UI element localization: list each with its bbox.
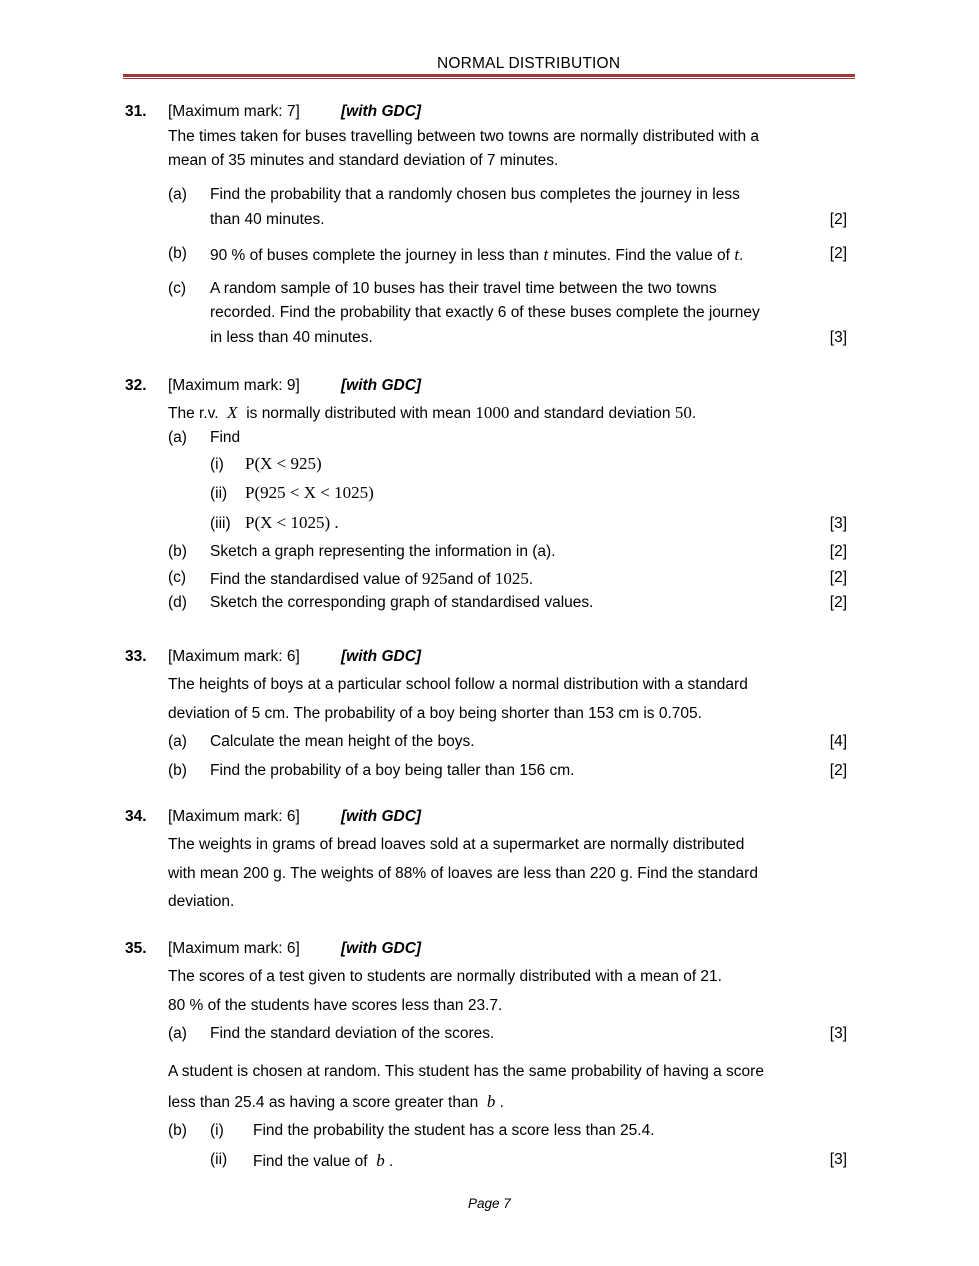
text-segment: .	[691, 405, 697, 422]
math-variable: b	[486, 1092, 496, 1111]
part-text: Find	[210, 429, 241, 446]
mark-value: [3]	[829, 329, 847, 346]
question-text	[168, 1092, 504, 1112]
part-text: Find the probability the student has a score less than 25.4.	[253, 1122, 655, 1139]
math-expression: P(X < 1025) .	[245, 513, 339, 532]
text-segment: is normally distributed with mean	[246, 405, 472, 422]
header-rule	[123, 74, 855, 77]
question-text: mean of 35 minutes and standard deviation of 7 minutes.	[168, 152, 559, 169]
part-text: Calculate the mean height of the boys.	[210, 733, 475, 750]
subpart-label: (iii)	[210, 515, 231, 532]
max-mark: [Maximum mark: 7]	[168, 103, 300, 120]
part-text	[253, 1151, 393, 1171]
mark-value: [2]	[829, 569, 847, 586]
question-number: 35.	[125, 940, 147, 957]
question-text: The heights of boys at a particular school follow a normal distribution with a standard	[168, 676, 748, 693]
text-segment: less than 25.4 as having a score greater than	[168, 1094, 479, 1111]
part-label: (d)	[168, 594, 187, 611]
math-value: 1025	[494, 569, 529, 588]
part-text: recorded. Find the probability that exactly 6 of these buses complete the journey	[210, 304, 760, 321]
max-mark: [Maximum mark: 9]	[168, 377, 300, 394]
subpart-label: (ii)	[210, 485, 228, 502]
question-text: The times taken for buses travelling between two towns are normally distributed with a	[168, 128, 760, 145]
part-label: (c)	[168, 280, 187, 297]
subpart-label: (i)	[210, 456, 224, 473]
gdc-tag: [with GDC]	[341, 940, 422, 957]
part-text: in less than 40 minutes.	[210, 329, 373, 346]
question-number: 31.	[125, 103, 147, 120]
subpart-label: (ii)	[210, 1151, 228, 1168]
page-header-title: NORMAL DISTRIBUTION	[437, 55, 621, 72]
gdc-tag: [with GDC]	[341, 377, 422, 394]
part-text	[210, 569, 533, 589]
math-expression: P(925 < X < 1025)	[245, 483, 374, 502]
question-text: 80 % of the students have scores less than 23.7.	[168, 997, 503, 1014]
text-segment: and standard deviation	[513, 405, 671, 422]
mark-value: [3]	[829, 1151, 847, 1168]
mark-value: [3]	[829, 515, 847, 532]
part-label: (b)	[168, 245, 187, 262]
max-mark: [Maximum mark: 6]	[168, 808, 300, 825]
question-text: A student is chosen at random. This student has the same probability of having a score	[168, 1063, 764, 1080]
part-text: than 40 minutes.	[210, 211, 325, 228]
text-segment: Find the standardised value of	[210, 571, 418, 588]
math-variable: t	[543, 245, 549, 264]
part-label: (b)	[168, 543, 187, 560]
math-expression: P(X < 925)	[245, 454, 322, 473]
part-label: (b)	[168, 1122, 187, 1139]
max-mark: [Maximum mark: 6]	[168, 940, 300, 957]
mark-value: [2]	[829, 594, 847, 611]
mark-value: [4]	[829, 733, 847, 750]
text-segment: and of	[447, 571, 491, 588]
math-value: 925	[421, 569, 448, 588]
question-number: 32.	[125, 377, 147, 394]
part-label: (b)	[168, 762, 187, 779]
text-segment: The r.v.	[168, 405, 219, 422]
part-text: Find the standard deviation of the scores.	[210, 1025, 495, 1042]
mark-value: [2]	[829, 543, 847, 560]
mark-value: [2]	[829, 211, 847, 228]
subpart-label: (i)	[210, 1122, 224, 1139]
max-mark: [Maximum mark: 6]	[168, 648, 300, 665]
question-number: 34.	[125, 808, 147, 825]
gdc-tag: [with GDC]	[341, 103, 422, 120]
mark-value: [3]	[829, 1025, 847, 1042]
part-label: (a)	[168, 429, 187, 446]
gdc-tag: [with GDC]	[341, 648, 422, 665]
question-text: The scores of a test given to students are normally distributed with a mean of 21.	[168, 968, 722, 985]
mark-value: [2]	[829, 762, 847, 779]
gdc-tag: [with GDC]	[341, 808, 422, 825]
math-variable: b	[376, 1151, 385, 1170]
math-variable: t	[734, 245, 740, 264]
text-segment: .	[389, 1153, 394, 1170]
question-text: deviation.	[168, 893, 235, 910]
part-label: (a)	[168, 733, 187, 750]
question-text	[168, 403, 696, 423]
text-segment: minutes. Find the value of	[552, 247, 730, 264]
mark-value: [2]	[829, 245, 847, 262]
question-text: The weights in grams of bread loaves sold at a supermarket are normally distributed	[168, 836, 745, 853]
part-label: (a)	[168, 1025, 187, 1042]
text-segment: .	[528, 571, 534, 588]
part-label: (a)	[168, 186, 187, 203]
part-text: Sketch the corresponding graph of standardised values.	[210, 594, 594, 611]
math-variable: X	[227, 403, 238, 422]
math-value: 1000	[475, 403, 510, 422]
question-text: deviation of 5 cm. The probability of a boy being shorter than 153 cm is 0.705.	[168, 705, 702, 722]
text-segment: 90 % of buses complete the journey in less than	[210, 247, 540, 264]
part-text: A random sample of 10 buses has their travel time between the two towns	[210, 280, 717, 297]
part-text: Sketch a graph representing the information in (a).	[210, 543, 556, 560]
text-segment: .	[739, 247, 744, 264]
part-text: Find the probability of a boy being taller than 156 cm.	[210, 762, 575, 779]
part-text	[210, 245, 743, 265]
part-text: Find the probability that a randomly chosen bus completes the journey in less	[210, 186, 740, 203]
question-number: 33.	[125, 648, 147, 665]
math-value: 50	[674, 403, 692, 422]
question-text: with mean 200 g. The weights of 88% of loaves are less than 220 g. Find the standard	[168, 865, 758, 882]
header-rule-thin	[123, 78, 855, 79]
text-segment: .	[499, 1094, 504, 1111]
text-segment: Find the value of	[253, 1153, 368, 1170]
page-number: Page 7	[468, 1196, 511, 1211]
part-label: (c)	[168, 569, 187, 586]
